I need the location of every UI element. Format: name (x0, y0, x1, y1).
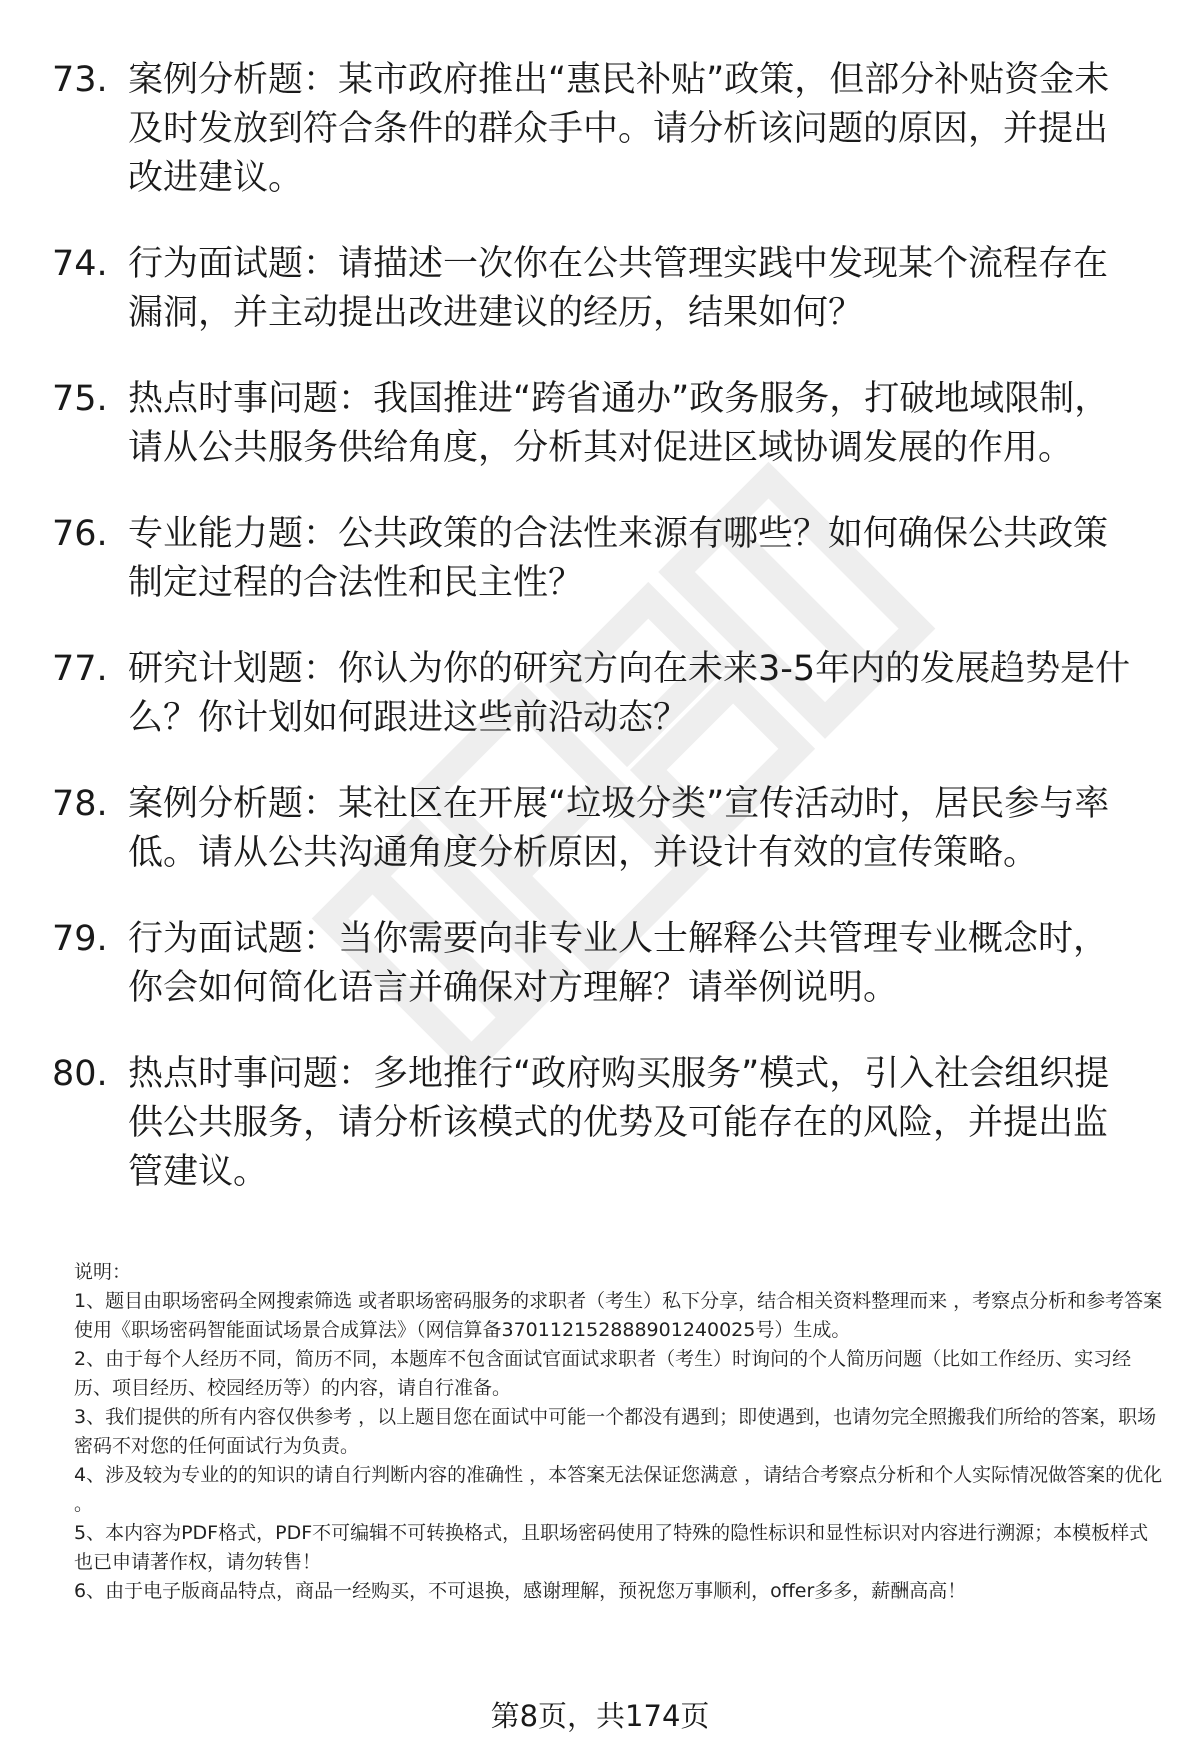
question-item (52, 1050, 1152, 1197)
note-item: 1、题目由职场密码全网搜索筛选 或者职场密码服务的求职者（考生）私下分享，结合相关资料整理而来 ，考察点分析和参考答案使用《职场密码智能面试场景合成算法》（网信算备370112152888901240025号）生成。 (74, 1290, 1163, 1341)
question-number: 76. (52, 514, 108, 554)
note-item: 5、本内容为PDF格式，PDF不可编辑不可转换格式，且职场密码使用了特殊的隐性标识和显性标识对内容进行溯源；本模板样式也已申请著作权，请勿转售！ (74, 1522, 1149, 1573)
question-item (52, 375, 1152, 473)
question-number: 74. (52, 244, 108, 284)
question-item (52, 510, 1152, 608)
question-text: 行为面试题：请描述一次你在公共管理实践中发现某个流程存在漏洞，并主动提出改进建议的经历，结果如何？ (128, 244, 1109, 333)
question-list (52, 56, 1152, 1234)
question-number: 73. (52, 60, 108, 100)
question-text: 研究计划题：你认为你的研究方向在未来3-5年内的发展趋势是什么？你计划如何跟进这些前沿动态？ (128, 649, 1131, 738)
notes-title: 说明： (74, 1261, 132, 1283)
question-item (52, 240, 1152, 338)
question-text: 案例分析题：某市政府推出“惠民补贴”政策，但部分补贴资金未及时发放到符合条件的群众手中。请分析该问题的原因，并提出改进建议。 (128, 60, 1110, 198)
question-text: 热点时事问题：多地推行“政府购买服务”模式，引入社会组织提供公共服务，请分析该模式的优势及可能存在的风险，并提出监管建议。 (128, 1054, 1110, 1192)
note-item: 4、涉及较为专业的的知识的请自行判断内容的准确性 ，本答案无法保证您满意 ，请结合考察点分析和个人实际情况做答案的优化 。 (74, 1464, 1163, 1515)
question-number: 79. (52, 919, 108, 959)
question-item (52, 780, 1152, 878)
question-text: 热点时事问题：我国推进“跨省通办”政务服务，打破地域限制，请从公共服务供给角度，分析其对促进区域协调发展的作用。 (128, 379, 1110, 468)
question-item (52, 645, 1152, 743)
question-text: 专业能力题：公共政策的合法性来源有哪些？如何确保公共政策制定过程的合法性和民主性？ (128, 514, 1109, 603)
question-number: 77. (52, 649, 108, 689)
note-item: 3、我们提供的所有内容仅供参考 ，以上题目您在面试中可能一个都没有遇到；即使遇到，也请勿完全照搬我们所给的答案，职场密码不对您的任何面试行为负责。 (74, 1406, 1157, 1457)
question-item (52, 915, 1152, 1013)
question-number: 80. (52, 1054, 108, 1094)
question-text: 案例分析题：某社区在开展“垃圾分类”宣传活动时，居民参与率低。请从公共沟通角度分析原因，并设计有效的宣传策略。 (128, 784, 1110, 873)
question-number: 75. (52, 379, 108, 419)
question-text: 行为面试题：当你需要向非专业人士解释公共管理专业概念时，你会如何简化语言并确保对方理解？请举例说明。 (128, 919, 1109, 1008)
page-number-footer: 第8页，共174页 (490, 1699, 710, 1733)
note-item: 6、由于电子版商品特点，商品一经购买，不可退换，感谢理解，预祝您万事顺利，offer多多，薪酬高高！ (74, 1580, 967, 1602)
notes-section (74, 1258, 1164, 1606)
note-item: 2、由于每个人经历不同，简历不同，本题库不包含面试官面试求职者（考生）时询问的个人简历问题（比如工作经历、实习经历、项目经历、校园经历等）的内容，请自行准备。 (74, 1348, 1132, 1399)
question-number: 78. (52, 784, 108, 824)
question-item (52, 56, 1152, 203)
